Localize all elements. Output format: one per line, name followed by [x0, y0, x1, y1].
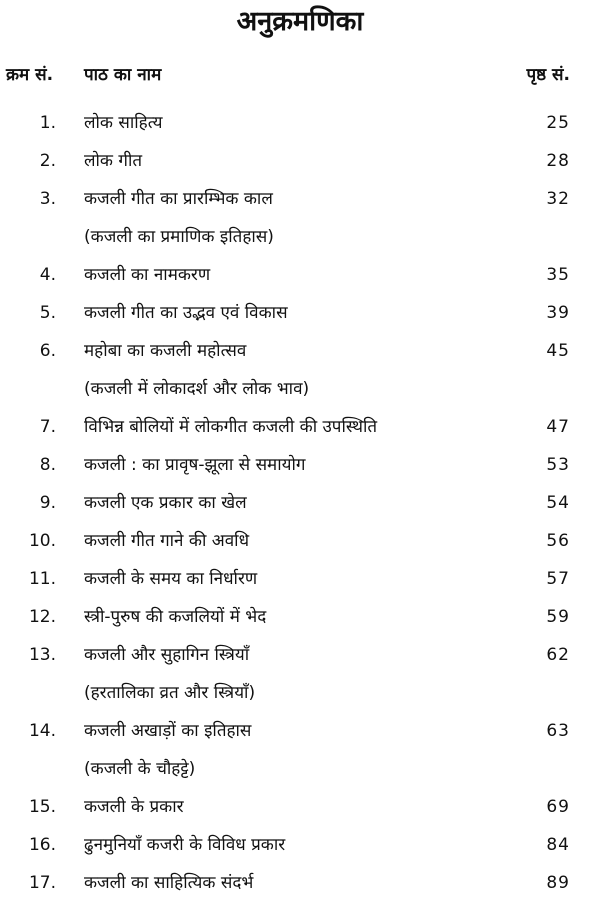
chapter-title: महोबा का कजली महोत्सव — [84, 341, 247, 361]
contents-row — [0, 300, 600, 338]
row-number: 14. — [28, 721, 56, 741]
row-number: 4. — [39, 265, 56, 285]
contents-row — [0, 490, 600, 528]
page-number: 54 — [546, 493, 570, 513]
row-number: 7. — [39, 417, 56, 437]
contents-row — [0, 110, 600, 148]
contents-row — [0, 794, 600, 832]
contents-row — [0, 186, 600, 262]
contents-row — [0, 718, 600, 794]
row-number: 11. — [28, 569, 56, 589]
chapter-title: लोक गीत — [84, 151, 143, 171]
row-number: 2. — [39, 151, 56, 171]
page-number: 53 — [546, 455, 570, 475]
chapter-title: कजली गीत का प्रारम्भिक काल — [84, 189, 273, 209]
row-number: 6. — [39, 341, 56, 361]
row-number: 12. — [28, 607, 56, 627]
chapter-title: विभिन्न बोलियों में लोकगीत कजली की उपस्थिति — [84, 417, 378, 437]
chapter-title: कजली : का प्रावृष-झूला से समायोग — [84, 455, 306, 475]
chapter-subtitle: (हरतालिका व्रत और स्त्रियाँ) — [84, 683, 256, 703]
page-number: 89 — [546, 873, 570, 893]
chapter-title: कजली और सुहागिन स्त्रियाँ — [84, 645, 250, 665]
page-number: 35 — [546, 265, 570, 285]
page-number: 45 — [546, 341, 570, 361]
page-number: 32 — [546, 189, 570, 209]
contents-row — [0, 414, 600, 452]
contents-row — [0, 528, 600, 566]
page-number: 57 — [546, 569, 570, 589]
row-number: 8. — [39, 455, 56, 475]
header-chapter-name: पाठ का नाम — [84, 65, 162, 85]
contents-row — [0, 870, 600, 908]
row-number: 15. — [28, 797, 56, 817]
chapter-title: कजली का नामकरण — [84, 265, 211, 285]
contents-row — [0, 338, 600, 414]
chapter-title: कजली अखाड़ों का इतिहास — [84, 721, 252, 741]
row-number: 17. — [28, 873, 56, 893]
page-number: 25 — [546, 113, 570, 133]
contents-row — [0, 148, 600, 186]
row-number: 9. — [39, 493, 56, 513]
contents-row — [0, 642, 600, 718]
header-page-number: पृष्ठ सं. — [526, 65, 570, 85]
page-number: 59 — [546, 607, 570, 627]
page-number: 84 — [546, 835, 570, 855]
chapter-title: लोक साहित्य — [84, 113, 163, 133]
page-number: 63 — [546, 721, 570, 741]
chapter-title: कजली गीत गाने की अवधि — [84, 531, 250, 551]
page-number: 62 — [546, 645, 570, 665]
chapter-title: कजली एक प्रकार का खेल — [84, 493, 247, 513]
row-number: 10. — [28, 531, 56, 551]
chapter-title: स्त्री-पुरुष की कजलियों में भेद — [84, 607, 267, 627]
contents-row — [0, 832, 600, 870]
header-serial-number: क्रम सं. — [6, 65, 54, 85]
contents-row — [0, 262, 600, 300]
contents-row — [0, 604, 600, 642]
row-number: 13. — [28, 645, 56, 665]
contents-list — [0, 110, 600, 908]
row-number: 1. — [39, 113, 56, 133]
contents-row — [0, 452, 600, 490]
page-number: 28 — [546, 151, 570, 171]
chapter-title: कजली का साहित्यिक संदर्भ — [84, 873, 254, 893]
chapter-title: ढुनमुनियाँ कजरी के विविध प्रकार — [84, 835, 286, 855]
page-number: 39 — [546, 303, 570, 323]
row-number: 3. — [39, 189, 56, 209]
chapter-title: कजली के प्रकार — [84, 797, 184, 817]
chapter-title: कजली गीत का उद्भव एवं विकास — [84, 303, 288, 323]
page-number: 69 — [546, 797, 570, 817]
chapter-subtitle: (कजली का प्रमाणिक इतिहास) — [84, 227, 274, 247]
chapter-subtitle: (कजली के चौहट्टे) — [84, 759, 196, 779]
page-number: 56 — [546, 531, 570, 551]
row-number: 5. — [39, 303, 56, 323]
page-number: 47 — [546, 417, 570, 437]
page-title: अनुक्रमणिका — [236, 6, 364, 37]
row-number: 16. — [28, 835, 56, 855]
chapter-title: कजली के समय का निर्धारण — [84, 569, 258, 589]
contents-row — [0, 566, 600, 604]
chapter-subtitle: (कजली में लोकादर्श और लोक भाव) — [84, 379, 310, 399]
